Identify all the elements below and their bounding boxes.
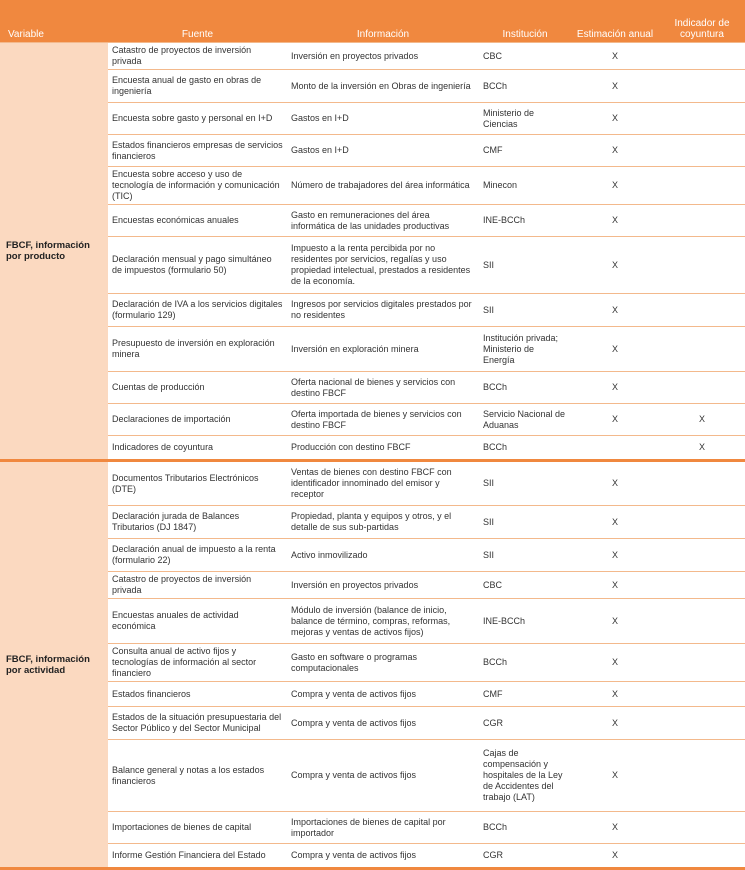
table-row bbox=[0, 599, 745, 644]
table-row bbox=[0, 740, 745, 812]
fuente-cell: Declaración mensual y pago simultáneo de impuestos (formulario 50) bbox=[108, 237, 287, 294]
header-indicador: Indicador de coyuntura bbox=[659, 0, 745, 43]
institucion-cell: Institución privada; Ministerio de Energía bbox=[479, 327, 571, 372]
informacion-cell: Gastos en I+D bbox=[287, 135, 479, 167]
header-institucion: Institución bbox=[479, 0, 571, 43]
table-row bbox=[0, 404, 745, 436]
table-row bbox=[0, 644, 745, 682]
table-row bbox=[0, 327, 745, 372]
fuente-cell: Declaraciones de importación bbox=[108, 404, 287, 436]
informacion-cell: Módulo de inversión (balance de inicio, balance de término, compras, reformas, mejoras y ventas de activos fijos) bbox=[287, 599, 479, 644]
informacion-cell: Compra y venta de activos fijos bbox=[287, 740, 479, 812]
table-row bbox=[0, 682, 745, 707]
variable-cell: FBCF, información por actividad bbox=[0, 461, 108, 869]
table-row bbox=[0, 43, 745, 70]
indicador-cell bbox=[659, 294, 745, 327]
indicador-cell bbox=[659, 70, 745, 103]
table-row bbox=[0, 70, 745, 103]
fuente-cell: Estados financieros bbox=[108, 682, 287, 707]
informacion-cell: Inversión en exploración minera bbox=[287, 327, 479, 372]
indicador-cell bbox=[659, 43, 745, 70]
informacion-cell: Compra y venta de activos fijos bbox=[287, 707, 479, 740]
header-informacion: Información bbox=[287, 0, 479, 43]
indicador-cell bbox=[659, 167, 745, 205]
fuente-cell: Catastro de proyectos de inversión privada bbox=[108, 43, 287, 70]
indicador-cell bbox=[659, 372, 745, 404]
institucion-cell: INE-BCCh bbox=[479, 205, 571, 237]
institucion-cell: INE-BCCh bbox=[479, 599, 571, 644]
estimacion-cell: X bbox=[571, 237, 659, 294]
indicador-cell bbox=[659, 237, 745, 294]
informacion-cell: Inversión en proyectos privados bbox=[287, 572, 479, 599]
table-row bbox=[0, 135, 745, 167]
institucion-cell: BCCh bbox=[479, 644, 571, 682]
table-row bbox=[0, 294, 745, 327]
indicador-cell bbox=[659, 327, 745, 372]
indicador-cell: X bbox=[659, 404, 745, 436]
institucion-cell: SII bbox=[479, 506, 571, 539]
indicador-cell bbox=[659, 740, 745, 812]
table-row bbox=[0, 707, 745, 740]
informacion-cell: Monto de la inversión en Obras de ingeniería bbox=[287, 70, 479, 103]
institucion-cell: SII bbox=[479, 237, 571, 294]
informacion-cell: Número de trabajadores del área informática bbox=[287, 167, 479, 205]
fuente-cell: Documentos Tributarios Electrónicos (DTE) bbox=[108, 461, 287, 506]
institucion-cell: Servicio Nacional de Aduanas bbox=[479, 404, 571, 436]
informacion-cell: Ventas de bienes con destino FBCF con identificador innominado del emisor y receptor bbox=[287, 461, 479, 506]
indicador-cell bbox=[659, 205, 745, 237]
estimacion-cell: X bbox=[571, 43, 659, 70]
estimacion-cell: X bbox=[571, 740, 659, 812]
variable-cell: FBCF, información por producto bbox=[0, 43, 108, 461]
table-row bbox=[0, 812, 745, 844]
estimacion-cell: X bbox=[571, 572, 659, 599]
table-row bbox=[0, 167, 745, 205]
table-row bbox=[0, 436, 745, 461]
informacion-cell: Inversión en proyectos privados bbox=[287, 43, 479, 70]
table-row bbox=[0, 506, 745, 539]
fuente-cell: Importaciones de bienes de capital bbox=[108, 812, 287, 844]
informacion-cell: Activo inmovilizado bbox=[287, 539, 479, 572]
fuente-cell: Estados financieros empresas de servicios financieros bbox=[108, 135, 287, 167]
estimacion-cell: X bbox=[571, 844, 659, 869]
institucion-cell: Minecon bbox=[479, 167, 571, 205]
table-row bbox=[0, 572, 745, 599]
indicador-cell bbox=[659, 539, 745, 572]
fuente-cell: Informe Gestión Financiera del Estado bbox=[108, 844, 287, 869]
institucion-cell: BCCh bbox=[479, 70, 571, 103]
fuente-cell: Catastro de proyectos de inversión privada bbox=[108, 572, 287, 599]
header-fuente: Fuente bbox=[108, 0, 287, 43]
indicador-cell bbox=[659, 644, 745, 682]
header-estimacion: Estimación anual bbox=[571, 0, 659, 43]
estimacion-cell: X bbox=[571, 812, 659, 844]
estimacion-cell: X bbox=[571, 103, 659, 135]
table-row bbox=[0, 461, 745, 506]
indicador-cell bbox=[659, 812, 745, 844]
fuente-cell: Declaración de IVA a los servicios digitales (formulario 129) bbox=[108, 294, 287, 327]
estimacion-cell: X bbox=[571, 372, 659, 404]
informacion-cell: Compra y venta de activos fijos bbox=[287, 682, 479, 707]
table-row bbox=[0, 205, 745, 237]
informacion-cell: Impuesto a la renta percibida por no residentes por servicios, regalías y uso propiedad intelectual, prestados a residentes de la economía. bbox=[287, 237, 479, 294]
estimacion-cell: X bbox=[571, 539, 659, 572]
institucion-cell: SII bbox=[479, 539, 571, 572]
estimacion-cell: X bbox=[571, 506, 659, 539]
estimacion-cell: X bbox=[571, 461, 659, 506]
institucion-cell: SII bbox=[479, 461, 571, 506]
informacion-cell: Producción con destino FBCF bbox=[287, 436, 479, 461]
estimacion-cell: X bbox=[571, 404, 659, 436]
informacion-cell: Propiedad, planta y equipos y otros, y el detalle de sus sub-partidas bbox=[287, 506, 479, 539]
institucion-cell: CMF bbox=[479, 135, 571, 167]
indicador-cell bbox=[659, 506, 745, 539]
estimacion-cell: X bbox=[571, 327, 659, 372]
estimacion-cell: X bbox=[571, 167, 659, 205]
indicador-cell bbox=[659, 707, 745, 740]
indicador-cell bbox=[659, 599, 745, 644]
table-row bbox=[0, 237, 745, 294]
fuente-cell: Encuestas anuales de actividad económica bbox=[108, 599, 287, 644]
estimacion-cell: X bbox=[571, 294, 659, 327]
estimacion-cell bbox=[571, 436, 659, 461]
table-row bbox=[0, 539, 745, 572]
fuente-cell: Encuesta sobre gasto y personal en I+D bbox=[108, 103, 287, 135]
institucion-cell: CBC bbox=[479, 572, 571, 599]
indicador-cell bbox=[659, 135, 745, 167]
header-row bbox=[0, 0, 745, 43]
indicador-cell bbox=[659, 682, 745, 707]
fuente-cell: Declaración anual de impuesto a la renta (formulario 22) bbox=[108, 539, 287, 572]
institucion-cell: Ministerio de Ciencias bbox=[479, 103, 571, 135]
fuente-cell: Cuentas de producción bbox=[108, 372, 287, 404]
informacion-cell: Oferta nacional de bienes y servicios con destino FBCF bbox=[287, 372, 479, 404]
fuente-cell: Indicadores de coyuntura bbox=[108, 436, 287, 461]
fuente-cell: Presupuesto de inversión en exploración minera bbox=[108, 327, 287, 372]
institucion-cell: CMF bbox=[479, 682, 571, 707]
informacion-cell: Gasto en software o programas computacionales bbox=[287, 644, 479, 682]
header-variable: Variable bbox=[0, 0, 108, 43]
estimacion-cell: X bbox=[571, 599, 659, 644]
indicador-cell bbox=[659, 461, 745, 506]
informacion-cell: Ingresos por servicios digitales prestados por no residentes bbox=[287, 294, 479, 327]
informacion-cell: Importaciones de bienes de capital por importador bbox=[287, 812, 479, 844]
institucion-cell: CBC bbox=[479, 43, 571, 70]
fuente-cell: Balance general y notas a los estados financieros bbox=[108, 740, 287, 812]
indicador-cell bbox=[659, 103, 745, 135]
fuente-cell: Consulta anual de activo fijos y tecnologías de información al sector financiero bbox=[108, 644, 287, 682]
fuente-cell: Encuesta sobre acceso y uso de tecnología de información y comunicación (TIC) bbox=[108, 167, 287, 205]
indicador-cell: X bbox=[659, 436, 745, 461]
estimacion-cell: X bbox=[571, 205, 659, 237]
fuente-cell: Estados de la situación presupuestaria del Sector Público y del Sector Municipal bbox=[108, 707, 287, 740]
informacion-cell: Gastos en I+D bbox=[287, 103, 479, 135]
estimacion-cell: X bbox=[571, 644, 659, 682]
table-row bbox=[0, 844, 745, 869]
table-body bbox=[0, 43, 745, 869]
informacion-cell: Oferta importada de bienes y servicios con destino FBCF bbox=[287, 404, 479, 436]
informacion-cell: Gasto en remuneraciones del área informática de las unidades productivas bbox=[287, 205, 479, 237]
fuente-cell: Encuestas económicas anuales bbox=[108, 205, 287, 237]
institucion-cell: SII bbox=[479, 294, 571, 327]
institucion-cell: Cajas de compensación y hospitales de la Ley de Accidentes del trabajo (LAT) bbox=[479, 740, 571, 812]
institucion-cell: BCCh bbox=[479, 436, 571, 461]
table-row bbox=[0, 103, 745, 135]
estimacion-cell: X bbox=[571, 707, 659, 740]
institucion-cell: CGR bbox=[479, 844, 571, 869]
institucion-cell: CGR bbox=[479, 707, 571, 740]
indicador-cell bbox=[659, 572, 745, 599]
fuente-cell: Declaración jurada de Balances Tributarios (DJ 1847) bbox=[108, 506, 287, 539]
estimacion-cell: X bbox=[571, 70, 659, 103]
estimacion-cell: X bbox=[571, 135, 659, 167]
informacion-cell: Compra y venta de activos fijos bbox=[287, 844, 479, 869]
indicador-cell bbox=[659, 844, 745, 869]
table-row bbox=[0, 372, 745, 404]
institucion-cell: BCCh bbox=[479, 812, 571, 844]
estimacion-cell: X bbox=[571, 682, 659, 707]
institucion-cell: BCCh bbox=[479, 372, 571, 404]
fuente-cell: Encuesta anual de gasto en obras de ingeniería bbox=[108, 70, 287, 103]
